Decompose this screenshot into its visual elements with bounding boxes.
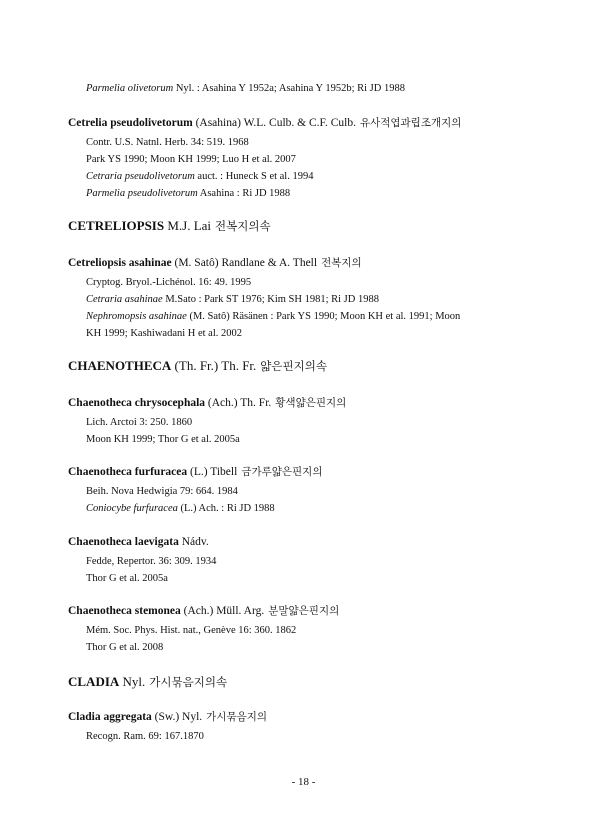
synonym-line: Parmelia pseudolivetorum Asahina : Ri JD 1988 (86, 188, 291, 199)
genus-heading: CETRELIOPSIS M.J. Lai 전복지의속 (68, 218, 271, 233)
reference-line: KH 1999; Kashiwadani H et al. 2002 (86, 328, 243, 339)
genus-heading: CLADIA Nyl. 가시묶음지의속 (68, 674, 228, 689)
species-heading: Chaenotheca stemonea (Ach.) Müll. Arg. 분말얇은핀지의 (68, 605, 340, 617)
reference-line: Contr. U.S. Natnl. Herb. 34: 519. 1968 (86, 137, 249, 148)
reference-line: Beih. Nova Hedwigia 79: 664. 1984 (86, 486, 238, 497)
reference-line: Mém. Soc. Phys. Hist. nat., Genève 16: 360. 1862 (86, 625, 297, 636)
reference-line: Lich. Arctoi 3: 250. 1860 (86, 417, 193, 428)
reference-line: Thor G et al. 2008 (86, 642, 164, 653)
species-heading: Chaenotheca chrysocephala (Ach.) Th. Fr. 황색얇은핀지의 (68, 397, 347, 409)
synonym-line: Cetraria pseudolivetorum auct. : Huneck S et al. 1994 (86, 171, 314, 182)
page-number: - 18 - (291, 776, 316, 788)
species-heading: Chaenotheca furfuracea (L.) Tibell 금가루얇은핀지의 (68, 466, 323, 478)
reference-line: Park YS 1990; Moon KH 1999; Luo H et al. 2007 (86, 154, 296, 165)
reference-line: Thor G et al. 2005a (86, 573, 168, 584)
species-heading: Cetrelia pseudolivetorum (Asahina) W.L. Culb. & C.F. Culb. 유사적엽과립조개지의 (68, 117, 462, 129)
synonym-line: Coniocybe furfuracea (L.) Ach. : Ri JD 1988 (86, 503, 275, 514)
species-heading: Chaenotheca laevigata Nádv. (68, 536, 209, 548)
reference-line: Fedde, Repertor. 36: 309. 1934 (86, 556, 217, 567)
species-heading: Cladia aggregata (Sw.) Nyl. 가시묶음지의 (68, 711, 268, 723)
synonym-line: Nephromopsis asahinae (M. Satô) Räsänen : Park YS 1990; Moon KH et al. 1991; Moon (86, 311, 461, 322)
reference-line: Moon KH 1999; Thor G et al. 2005a (86, 434, 240, 445)
reference-line: Cryptog. Bryol.-Lichénol. 16: 49. 1995 (86, 277, 252, 288)
reference-line: Recogn. Ram. 69: 167.1870 (86, 731, 204, 742)
synonym-line: Parmelia olivetorum Nyl. : Asahina Y 1952a; Asahina Y 1952b; Ri JD 1988 (86, 83, 405, 94)
genus-heading: CHAENOTHECA (Th. Fr.) Th. Fr. 얇은핀지의속 (68, 358, 327, 373)
synonym-line: Cetraria asahinae M.Sato : Park ST 1976; Kim SH 1981; Ri JD 1988 (86, 294, 379, 305)
species-heading: Cetreliopsis asahinae (M. Satô) Randlane & A. Thell 전복지의 (68, 257, 362, 269)
